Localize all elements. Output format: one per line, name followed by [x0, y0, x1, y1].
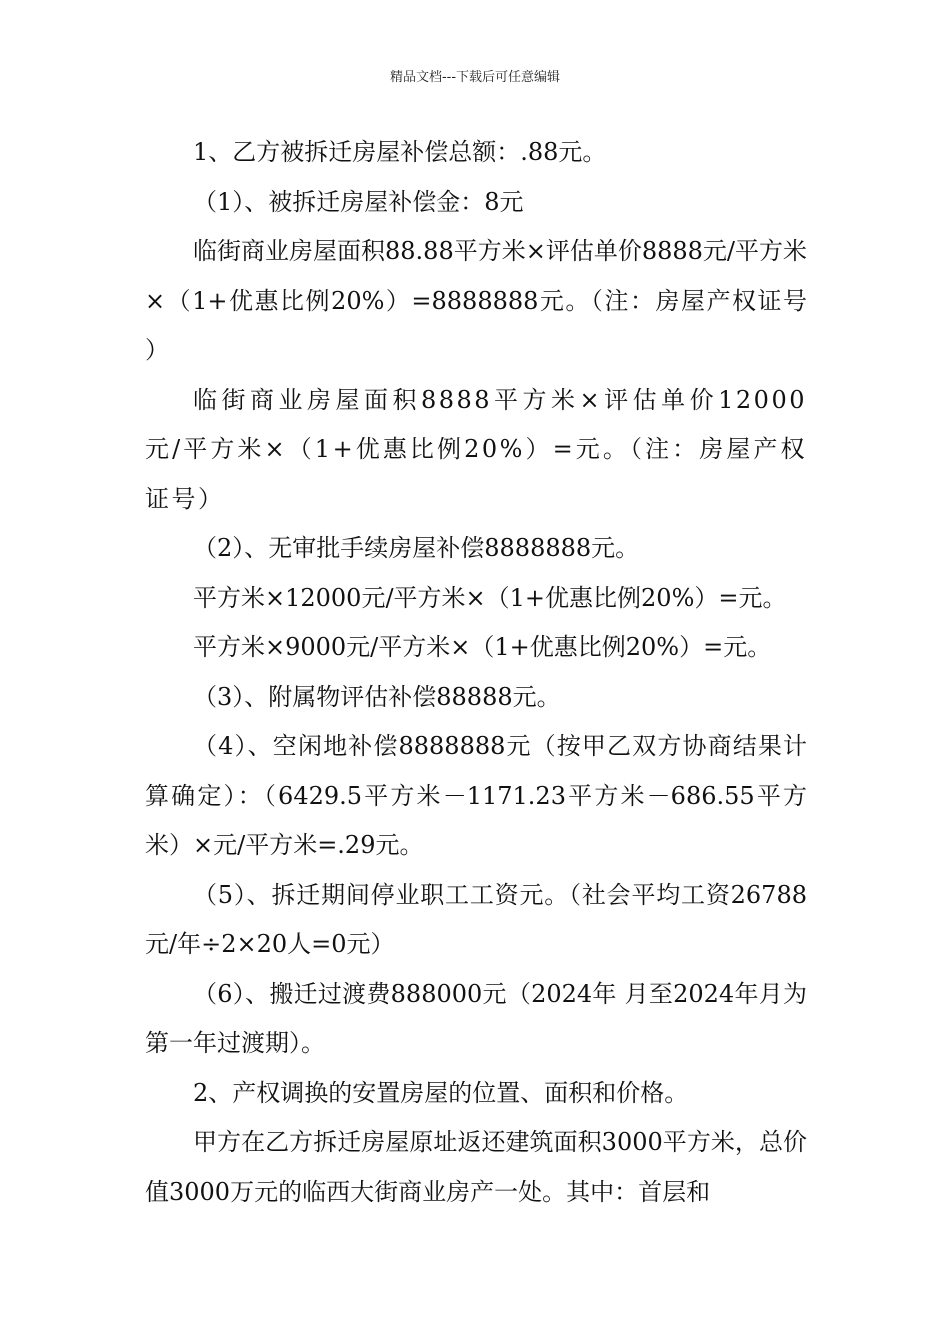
paragraph: 1、乙方被拆迁房屋补偿总额：.88元。 [193, 138, 607, 166]
paragraph: 2、产权调换的安置房屋的位置、面积和价格。 [193, 1078, 689, 1107]
paragraph: 临街商业房屋面积88.88平方米×评估单价8888元/平方米×（1+优惠比例20%）=8888888元。（注：房屋产权证号 ） [145, 237, 930, 364]
paragraph: 平方米×12000元/平方米×（1+优惠比例20%）=元。 [193, 583, 787, 612]
paragraph: 临街商业房屋面积8888平方米×评估单价12000元/平方米×（1+优惠比例20%）=元。（注：房屋产权证号） [145, 385, 807, 513]
paragraph: （4）、空闲地补偿8888888元（按甲乙双方协商结果计算确定）：（6429.5平方米－1171.23平方米－686.55平方米）×元/平方米=.29元。 [145, 732, 807, 859]
paragraph: （2）、无审批手续房屋补偿8888888元。 [193, 534, 640, 562]
paragraph: （3）、附属物评估补偿88888元。 [193, 682, 561, 711]
paragraph: 甲方在乙方拆迁房屋原址返还建筑面积3000平方米，总价值3000万元的临西大街商业房产一处。其中：首层和 [145, 1128, 807, 1206]
paragraph: 平方米×9000元/平方米×（1+优惠比例20%）=元。 [193, 633, 772, 661]
paragraph: （5）、拆迁期间停业职工工资元。（社会平均工资26788元/年÷2×20人=0元） [145, 880, 807, 958]
document-body [145, 128, 930, 1217]
page-header: 精品文档---下载后可任意编辑 [389, 70, 561, 85]
paragraph: （1）、被拆迁房屋补偿金：8元 [193, 187, 524, 216]
paragraph: （6）、搬迁过渡费888000元（2024年 月至2024年月为第一年过渡期）。 [145, 979, 807, 1057]
